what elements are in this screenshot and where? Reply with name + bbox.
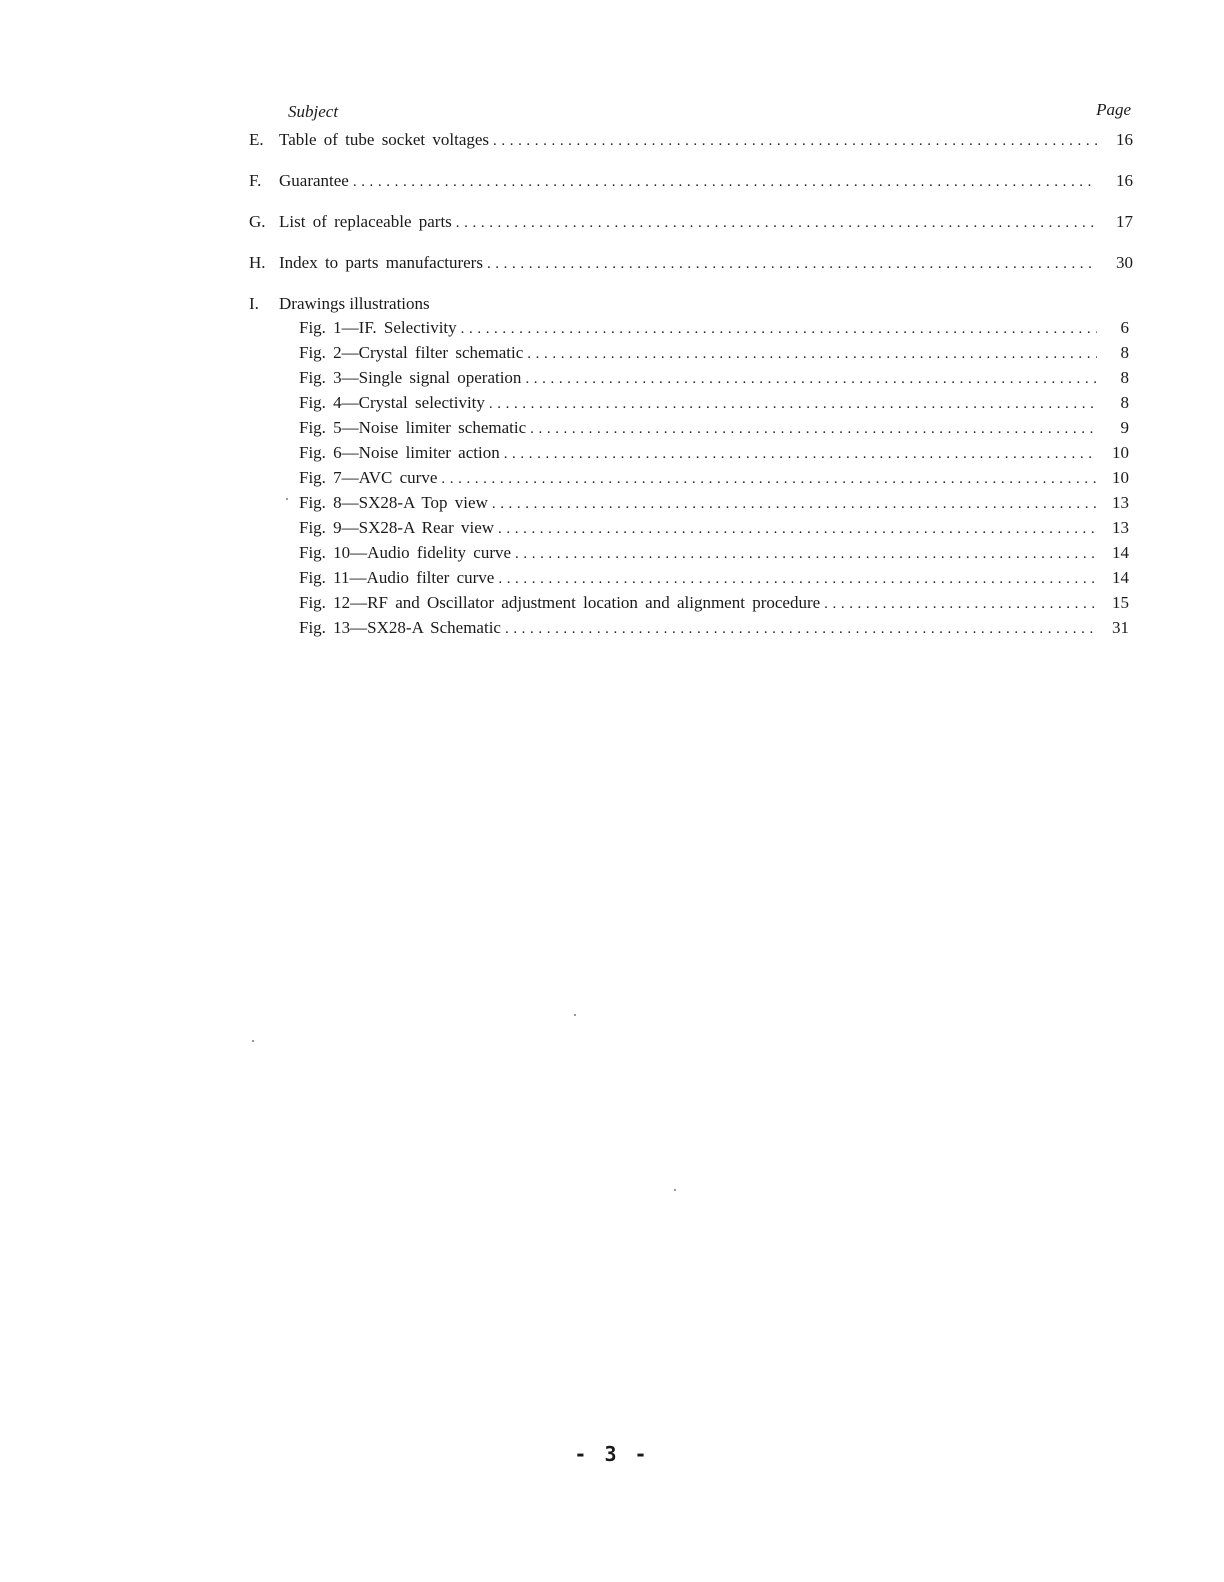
toc-header [249, 100, 1133, 128]
dot-leader [461, 317, 1097, 341]
figure-page: 13 [1112, 518, 1129, 537]
figure-entry [299, 591, 1133, 616]
entry-page: 16 [1116, 130, 1133, 149]
toc-entry-f [249, 169, 1133, 194]
entry-letter: E. [249, 130, 264, 149]
entry-letter: I. [249, 294, 259, 313]
figure-entry [299, 391, 1133, 416]
entry-label: List of replaceable parts [279, 212, 452, 231]
figure-entry [299, 541, 1133, 566]
dot-leader [505, 617, 1097, 641]
dot-leader [487, 252, 1097, 276]
figure-page: 10 [1112, 443, 1129, 462]
figure-entry [299, 441, 1133, 466]
figure-label: Fig. 3—Single signal operation [299, 368, 522, 387]
figure-label: Fig. 13—SX28-A Schematic [299, 618, 501, 637]
dot-leader [527, 342, 1097, 366]
figure-list [249, 316, 1133, 641]
figure-label: Fig. 2—Crystal filter schematic [299, 343, 524, 362]
figure-page: 15 [1112, 593, 1129, 612]
figure-page: 14 [1112, 543, 1129, 562]
dot-leader [456, 211, 1097, 235]
dot-leader [441, 467, 1097, 491]
entry-label: Drawings illustrations [279, 294, 430, 313]
figure-label: Fig. 8—SX28-A Top view [299, 493, 488, 512]
scan-speck [674, 1189, 676, 1191]
entry-label: Index to parts manufacturers [279, 253, 483, 272]
subject-column-heading: Subject [288, 102, 339, 121]
dot-leader [525, 367, 1097, 391]
figure-entry [299, 566, 1133, 591]
figure-label: Fig. 1—IF. Selectivity [299, 318, 457, 337]
figure-page: 31 [1112, 618, 1129, 637]
figure-page: 8 [1120, 343, 1129, 362]
entry-letter: F. [249, 171, 262, 190]
figure-entry [299, 491, 1133, 516]
figure-page: 14 [1112, 568, 1129, 587]
figure-label: Fig. 10—Audio fidelity curve [299, 543, 512, 562]
dot-leader [824, 592, 1097, 616]
dot-leader [498, 567, 1097, 591]
figure-page: 13 [1112, 493, 1129, 512]
scan-speck [574, 1014, 576, 1016]
entry-letter: H. [249, 253, 266, 272]
figure-label: Fig. 9—SX28-A Rear view [299, 518, 495, 537]
dot-leader [489, 392, 1097, 416]
scan-speck [252, 1040, 254, 1042]
toc-entry-e [249, 128, 1133, 153]
entry-page: 16 [1116, 171, 1133, 190]
dot-leader [492, 492, 1097, 516]
dot-leader [493, 129, 1097, 153]
toc-entry-g [249, 210, 1133, 235]
figure-page: 8 [1120, 368, 1129, 387]
figure-entry [299, 416, 1133, 441]
dot-leader [498, 517, 1097, 541]
entry-letter: G. [249, 212, 266, 231]
entry-label: Table of tube socket voltages [279, 130, 490, 149]
dot-leader [530, 417, 1097, 441]
dot-leader [353, 170, 1097, 194]
figure-label: Fig. 5—Noise limiter schematic [299, 418, 527, 437]
figure-entry [299, 366, 1133, 391]
entry-label: Guarantee [279, 171, 349, 190]
figure-page: 6 [1120, 318, 1129, 337]
figure-entry [299, 616, 1133, 641]
figure-page: 9 [1120, 418, 1129, 437]
figure-label: Fig. 11—Audio filter curve [299, 568, 495, 587]
scan-speck [286, 498, 288, 500]
figure-entry [299, 516, 1133, 541]
figure-label: Fig. 12—RF and Oscillator adjustment location and alignment procedure [299, 593, 821, 612]
figure-label: Fig. 6—Noise limiter action [299, 443, 500, 462]
entry-page: 17 [1116, 212, 1133, 231]
dot-leader [504, 442, 1097, 466]
page-number: - 3 - [574, 1442, 650, 1466]
entry-page: 30 [1116, 253, 1133, 272]
figure-entry [299, 466, 1133, 491]
page-column-heading: Page [1096, 100, 1131, 119]
dot-leader [515, 542, 1097, 566]
table-of-contents [249, 100, 1133, 641]
figure-label: Fig. 7—AVC curve [299, 468, 438, 487]
figure-page: 10 [1112, 468, 1129, 487]
figure-entry [299, 341, 1133, 366]
figure-label: Fig. 4—Crystal selectivity [299, 393, 485, 412]
figure-page: 8 [1120, 393, 1129, 412]
toc-entry-i [249, 292, 1133, 641]
figure-entry [299, 316, 1133, 341]
toc-entry-h [249, 251, 1133, 276]
